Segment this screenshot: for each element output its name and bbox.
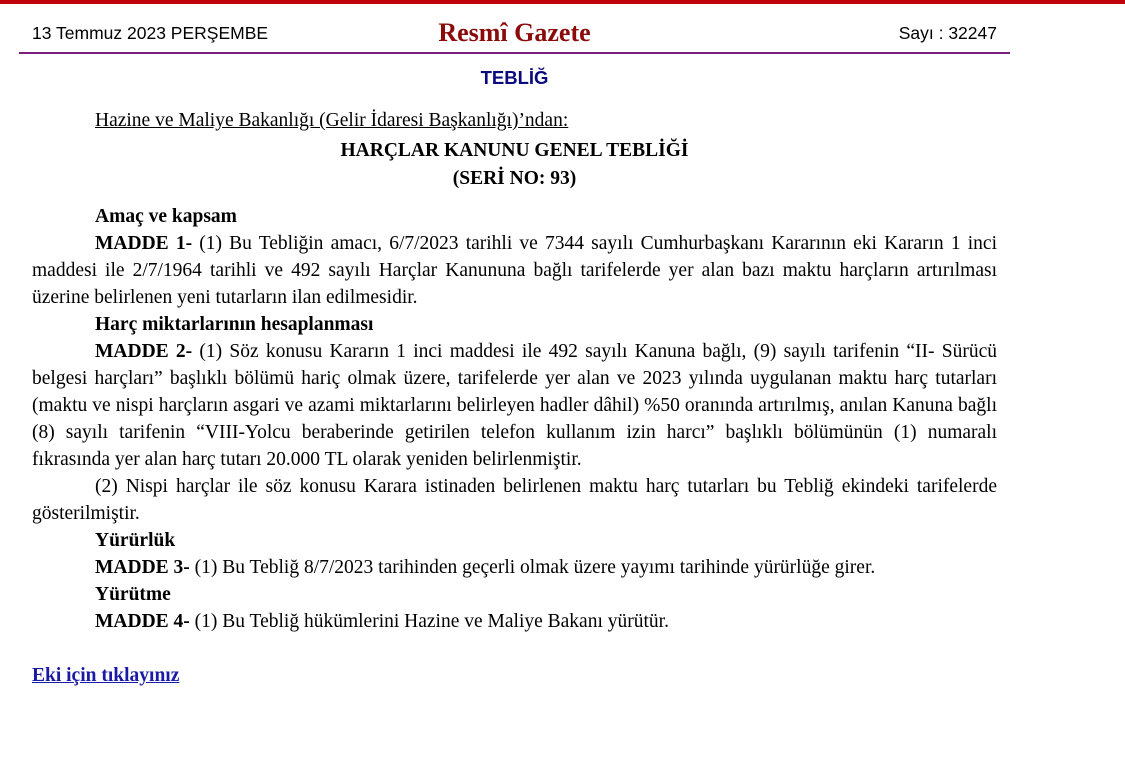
gazette-header <box>19 16 1010 54</box>
article-1-text: (1) Bu Tebliğin amacı, 6/7/2023 tarihli ve 7344 sayılı Cumhurbaşkanı Kararının eki Kararın 1 inci maddesi ile 2/7/1964 tarihli ve 492 sayılı Harçlar Kanununa bağlı tarifelerde yer alan bazı maktu harçların artırılması üzerine belirlenen yeni tutarların ilan edilmesidir. <box>32 233 997 308</box>
article-2-text: (1) Söz konusu Kararın 1 inci maddesi ile 492 sayılı Kanuna bağlı, (9) sayılı tarifenin “II- Sürücü belgesi harçları” başlıklı bölümü hariç olmak üzere, tarifelerde yer alan ve 2023 yılında uygulanan maktu harç tutarları (maktu ve nispi harçların asgari ve azami miktarlarını belirleyen hadler dâhil) %50 oranında artırılmış, anılan Kanuna bağlı (8) sayılı tarifenin “VIII-Yolcu beraberinde getirilen telefon kullanım izin harcı” başlıklı bölümünün (1) numaralı fıkrasında yer alan harç tutarı 20.000 TL olarak yeniden belirlenmiştir. <box>32 341 998 470</box>
section-heading-execution: Yürütme <box>95 584 171 605</box>
section-heading-calculation: Harç miktarlarının hesaplanması <box>95 314 374 335</box>
section-heading-scope: Amaç ve kapsam <box>95 206 237 227</box>
issuer-text: Hazine ve Maliye Bakanlığı (Gelir İdaresi Başkanlığı)’ndan: <box>95 110 569 131</box>
article-1-label: MADDE 1- <box>95 233 193 254</box>
article-4-label: MADDE 4- <box>95 611 190 632</box>
section-heading: TEBLİĞ <box>480 67 549 88</box>
article-2-paragraph-2: (2) Nispi harçlar ile söz konusu Karara istinaden belirlenen maktu harç tutarları bu Tebliğ ekindeki tarifelerde gösterilmiştir. <box>32 476 997 524</box>
document-series: (SERİ NO: 93) <box>452 168 577 189</box>
attachment-link[interactable]: Eki için tıklayınız <box>32 665 180 686</box>
article-3 <box>32 554 997 581</box>
article-3-text: (1) Bu Tebliğ 8/7/2023 tarihinden geçerli olmak üzere yayımı tarihinde yürürlüğe girer. <box>189 557 876 578</box>
article-2 <box>32 338 997 473</box>
issue-number: Sayı : 32247 <box>898 23 997 43</box>
spacer <box>32 635 997 662</box>
gazette-title: Resmî Gazete <box>438 18 591 47</box>
document-title: HARÇLAR KANUNU GENEL TEBLİĞİ <box>340 140 689 161</box>
article-4 <box>32 608 997 635</box>
article-1 <box>32 230 997 311</box>
article-2-label: MADDE 2- <box>95 341 193 362</box>
article-3-label: MADDE 3- <box>95 557 190 578</box>
issuer-line <box>32 107 997 134</box>
attachment-line <box>32 662 997 689</box>
publication-date: 13 Temmuz 2023 PERŞEMBE <box>32 23 269 43</box>
section-heading-effective: Yürürlük <box>95 530 176 551</box>
top-accent-bar <box>0 0 1125 4</box>
document-body <box>32 107 997 689</box>
article-4-text: (1) Bu Tebliğ hükümlerini Hazine ve Maliye Bakanı yürütür. <box>189 611 669 632</box>
spacer <box>32 193 997 203</box>
